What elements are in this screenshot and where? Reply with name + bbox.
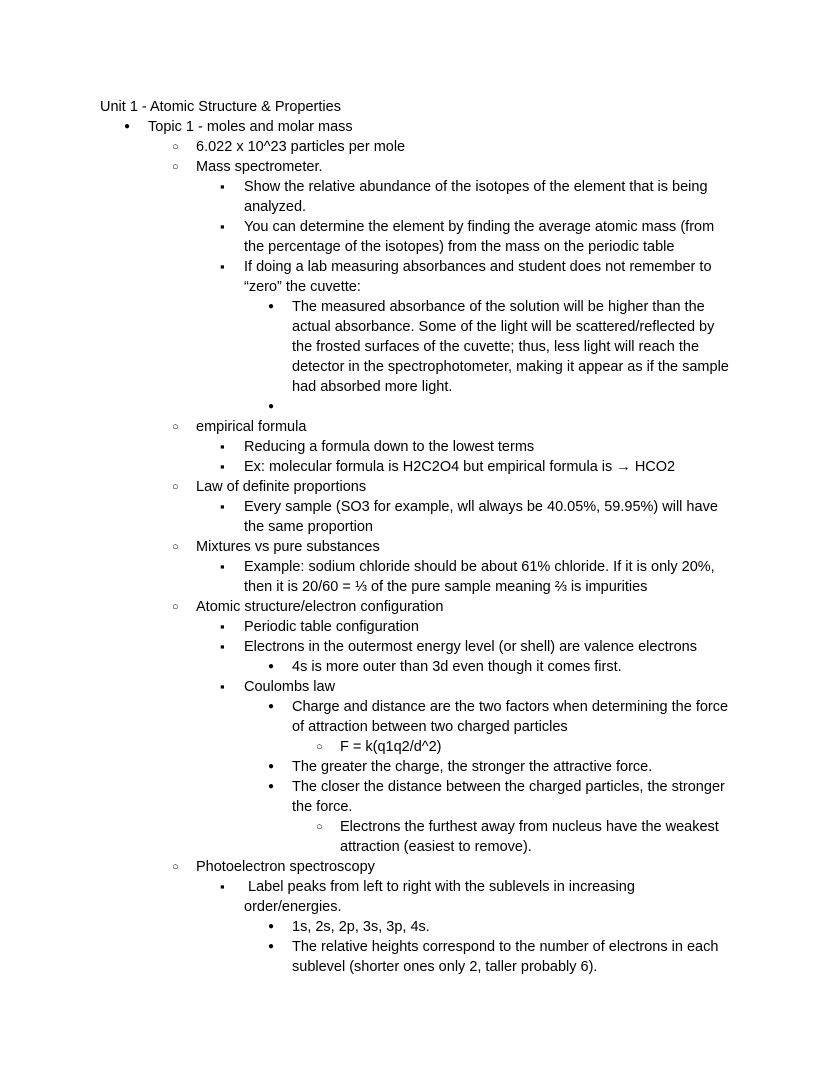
list-item-text: The relative heights correspond to the number of electrons in each sublevel (shorter ones only 2, taller probably 6). <box>292 939 723 975</box>
list-item <box>100 557 732 597</box>
list-item <box>100 777 732 817</box>
list-item <box>100 597 732 617</box>
list-item-bullet: ▪ <box>220 439 225 454</box>
list-item <box>100 537 732 557</box>
list-item-bullet: ● <box>268 701 275 712</box>
list-item-bullet: ● <box>268 921 275 932</box>
list-item <box>100 657 732 677</box>
list-item <box>100 857 732 877</box>
list-item-text: Electrons in the outermost energy level (or shell) are valence electrons <box>244 639 697 655</box>
list-item-text: Topic 1 - moles and molar mass <box>148 119 353 135</box>
list-item-text: Atomic structure/electron configuration <box>196 599 444 615</box>
document-body <box>100 97 732 977</box>
list-item-bullet: ○ <box>316 821 323 833</box>
list-item-text: Mass spectrometer. <box>196 159 323 175</box>
list-item <box>100 617 732 637</box>
list-item-bullet: ● <box>124 121 131 132</box>
list-item <box>100 257 732 297</box>
list-item <box>100 457 732 477</box>
list-item-text: If doing a lab measuring absorbances and student does not remember to “zero” the cuvette: <box>244 259 716 295</box>
list-item-bullet: ● <box>268 401 275 412</box>
list-item-text: Mixtures vs pure substances <box>196 539 380 555</box>
list-item-text: Periodic table configuration <box>244 619 419 635</box>
list-item-bullet: ▪ <box>220 459 225 474</box>
list-item-text: The closer the distance between the charged particles, the stronger the force. <box>292 779 729 815</box>
list-item-bullet: ○ <box>172 601 179 613</box>
list-item <box>100 877 732 917</box>
list-item-text: Charge and distance are the two factors when determining the force of attraction between two charged particles <box>292 699 733 735</box>
list-item-text: Example: sodium chloride should be about 61% chloride. If it is only 20%, then it is 20/60 = ⅓ of the pure sample meaning ⅔ is impurities <box>244 559 719 595</box>
list-item-bullet: ○ <box>172 161 179 173</box>
list-item-text: 4s is more outer than 3d even though it comes first. <box>292 659 622 675</box>
list-item-bullet: ○ <box>172 481 179 493</box>
list-item <box>100 417 732 437</box>
list-item-bullet: ● <box>268 761 275 772</box>
list-item-text: Label peaks from left to right with the sublevels in increasing order/energies. <box>244 879 639 915</box>
list-item-text: Coulombs law <box>244 679 336 695</box>
list-item <box>100 817 732 857</box>
list-item <box>100 737 732 757</box>
list-item-text: Electrons the furthest away from nucleus have the weakest attraction (easiest to remove). <box>340 819 723 855</box>
list-item-text: Reducing a formula down to the lowest terms <box>244 439 535 455</box>
list-item-bullet: ○ <box>316 741 323 753</box>
list-item-text: Unit 1 - Atomic Structure & Properties <box>100 99 341 115</box>
list-item-bullet: ▪ <box>220 179 225 194</box>
list-item <box>100 497 732 537</box>
list-item-text: F = k(q1q2/d^2) <box>340 739 442 755</box>
list-item-bullet: ▪ <box>220 219 225 234</box>
list-item <box>100 117 732 137</box>
list-item-text: Law of definite proportions <box>196 479 367 495</box>
list-item <box>100 297 732 397</box>
list-item-text: You can determine the element by finding the average atomic mass (from the percentage of the isotopes) from the mass on the periodic table <box>244 219 719 255</box>
list-item-text: 6.022 x 10^23 particles per mole <box>196 139 406 155</box>
list-item <box>100 437 732 457</box>
list-item-bullet: ● <box>268 661 275 672</box>
list-item <box>100 637 732 657</box>
list-item-bullet: ○ <box>172 141 179 153</box>
list-item <box>100 937 732 977</box>
list-item-bullet: ● <box>268 941 275 952</box>
list-item-text: empirical formula <box>196 419 307 435</box>
list-item-text: Photoelectron spectroscopy <box>196 859 375 875</box>
list-item <box>100 697 732 737</box>
list-item-bullet: ▪ <box>220 679 225 694</box>
list-item <box>100 217 732 257</box>
list-item <box>100 677 732 697</box>
list-item-bullet: ▪ <box>220 619 225 634</box>
list-item <box>100 97 732 117</box>
list-item <box>100 397 732 417</box>
list-item-bullet: ● <box>268 781 275 792</box>
list-item-bullet: ○ <box>172 541 179 553</box>
list-item-text: Every sample (SO3 for example, wll always be 40.05%, 59.95%) will have the same proportion <box>244 499 722 535</box>
list-item-text: 1s, 2s, 2p, 3s, 3p, 4s. <box>292 919 430 935</box>
list-item-bullet: ▪ <box>220 879 225 894</box>
list-item <box>100 157 732 177</box>
list-item-bullet: ▪ <box>220 559 225 574</box>
list-item <box>100 757 732 777</box>
list-item-text: Ex: molecular formula is H2C2O4 but empirical formula is → HCO2 <box>244 459 676 475</box>
list-item-bullet: ○ <box>172 861 179 873</box>
list-item-bullet: ○ <box>172 421 179 433</box>
list-item <box>100 137 732 157</box>
list-item <box>100 917 732 937</box>
list-item-bullet: ▪ <box>220 259 225 274</box>
list-item <box>100 177 732 217</box>
list-item-bullet: ● <box>268 301 275 312</box>
list-item-bullet: ▪ <box>220 639 225 654</box>
list-item-text: The measured absorbance of the solution will be higher than the actual absorbance. Some of the light will be scattered/reflected by the frosted surfaces of the cuvette; thus, less light will reach the detector in the spectrophotometer, making it appear as if the sample had absorbed more light. <box>292 299 733 395</box>
list-item <box>100 477 732 497</box>
list-item-text: Show the relative abundance of the isotopes of the element that is being analyzed. <box>244 179 712 215</box>
list-item-text: The greater the charge, the stronger the attractive force. <box>292 759 653 775</box>
list-item-bullet: ▪ <box>220 499 225 514</box>
